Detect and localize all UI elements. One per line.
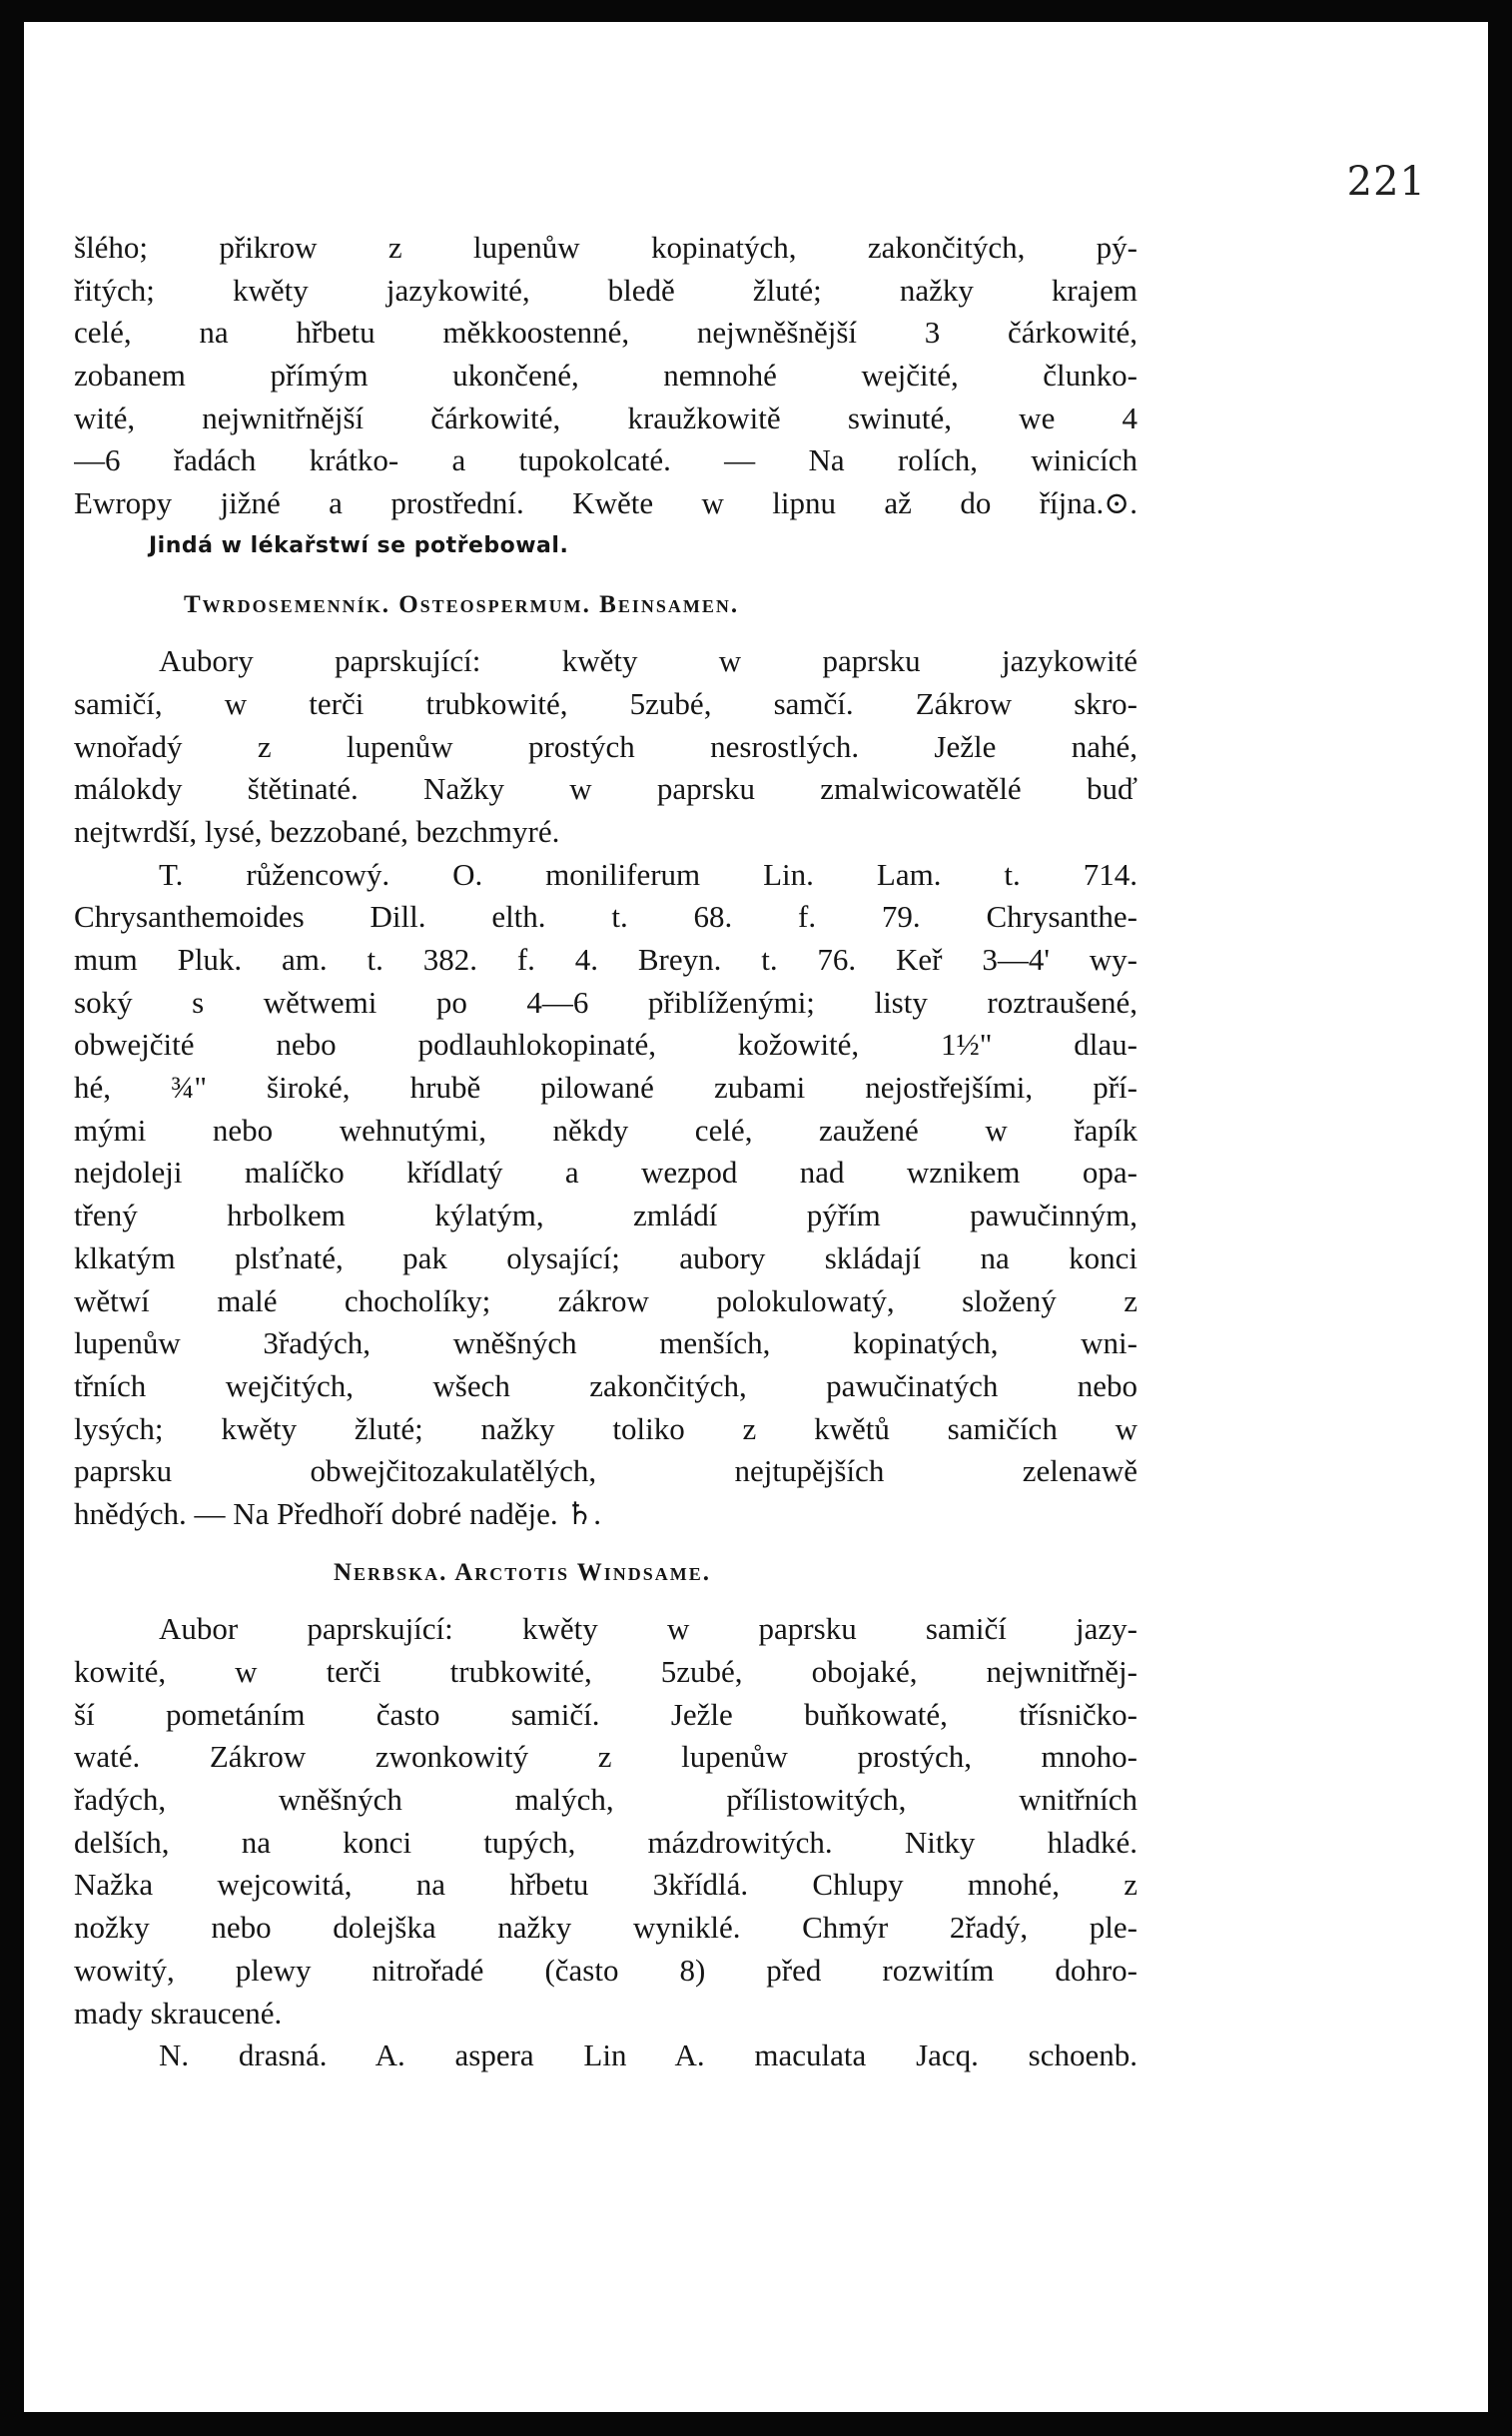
text-line: lupenůw 3řadých, wněšných menších, kopinatých, wni- [74, 1325, 1137, 1361]
text-line: hnědých. — Na Předhoří dobré naděje. ♄. [74, 1495, 601, 1531]
species-line: T. růžencowý. O. moniliferum Lin. Lam. t. 714. [159, 856, 1137, 892]
text-line: mými nebo wehnutými, někdy celé, zaužené w řapík [74, 1112, 1137, 1148]
section-heading: Nerbska. Arctotis Windsame. [334, 1558, 712, 1586]
text-line: hé, ¾" široké, hrubě pilowané zubami nejostřejšími, pří- [74, 1070, 1137, 1106]
text-line: řitých; kwěty jazykowité, bledě žluté; nažky krajem [74, 272, 1137, 308]
text-line: —6 řadách krátko- a tupokolcaté. — Na rolích, winicích [74, 442, 1137, 478]
text-line: Nažka wejcowitá, na hřbetu 3křídlá. Chlupy mnohé, z [74, 1867, 1137, 1903]
text-line: samičí, w terči trubkowité, 5zubé, samčí. Zákrow skro- [74, 685, 1137, 721]
text-line: celé, na hřbetu měkkoostenné, nejwněšnější 3 čárkowité, [74, 315, 1137, 351]
section-heading: Twrdosemenník. Osteospermum. Beinsamen. [184, 590, 740, 618]
text-line: Aubor paprskující: kwěty w paprsku samičí jazy- [159, 1611, 1137, 1647]
text-line: klkatým plsťnaté, pak olysající; aubory skládají na konci [74, 1239, 1137, 1275]
text-line: zobanem přímým ukončené, nemnohé wejčité, člunko- [74, 358, 1137, 394]
text-line: soký s wětwemi po 4—6 přiblíženými; listy roztraušené, [74, 984, 1137, 1020]
text-line: Chrysanthemoides Dill. elth. t. 68. f. 79. Chrysanthe- [74, 899, 1137, 935]
text-line: třený hrbolkem kýlatým, zmládí pýřím pawučinným, [74, 1198, 1137, 1233]
footnote-line: Jindá w lékařstwí se potřebowal. [149, 532, 569, 558]
text-line: třních wejčitých, wšech zakončitých, pawučinatých nebo [74, 1367, 1137, 1403]
text-line: mum Pluk. am. t. 382. f. 4. Breyn. t. 76. Keř 3—4' wy- [74, 942, 1137, 977]
text-line: obwejčité nebo podlauhlokopinaté, kožowité, 1½" dlau- [74, 1027, 1137, 1063]
text-line: nožky nebo dolejška nažky wyniklé. Chmýr 2řadý, ple- [74, 1910, 1137, 1946]
text-line: ší pometáním často samičí. Ježle buňkowaté, třísničko- [74, 1696, 1137, 1732]
text-line: nejtwrdší, lysé, bezzobané, bezchmyré. [74, 813, 560, 849]
page-number: 221 [1346, 159, 1426, 205]
text-line: wowitý, plewy nitrořadé (často 8) před rozwitím dohro- [74, 1952, 1137, 1988]
species-line: N. drasná. A. aspera Lin A. maculata Jacq. schoenb. [159, 2037, 1137, 2073]
text-line: kowité, w terči trubkowité, 5zubé, obojaké, nejwnitřněj- [74, 1654, 1137, 1689]
text-line: málokdy štětinaté. Nažky w paprsku zmalwicowatělé buď [74, 771, 1137, 807]
text-line: řadých, wněšných malých, přílistowitých, wnitřních [74, 1782, 1137, 1818]
text-column [74, 227, 1137, 2077]
text-line: mady skraucené. [74, 1995, 283, 2030]
text-line: wité, nejwnitřnější čárkowité, kraužkowitě swinuté, we 4 [74, 400, 1137, 435]
text-line: waté. Zákrow zwonkowitý z lupenůw prostých, mnoho- [74, 1739, 1137, 1775]
book-page [24, 22, 1488, 2412]
text-line: delších, na konci tupých, mázdrowitých. Nitky hladké. [74, 1824, 1137, 1860]
text-line: paprsku obwejčitozakulatělých, nejtupějších zelenawě [74, 1453, 1137, 1489]
text-line: wětwí malé chocholíky; zákrow polokulowatý, složený z [74, 1282, 1137, 1318]
text-line: wnořadý z lupenůw prostých nesrostlých. Ježle nahé, [74, 728, 1137, 764]
text-line: lysých; kwěty žluté; nažky toliko z kwětů samičích w [74, 1410, 1137, 1446]
text-line: Ewropy jižné a prostřední. Kwěte w lipnu až do října.⊙. [74, 485, 1137, 521]
text-line: nejdoleji malíčko křídlatý a wezpod nad wznikem opa- [74, 1155, 1137, 1191]
text-line: šlého; přikrow z lupenůw kopinatých, zakončitých, pý- [74, 230, 1137, 265]
text-line: Aubory paprskující: kwěty w paprsku jazykowité [159, 643, 1137, 679]
